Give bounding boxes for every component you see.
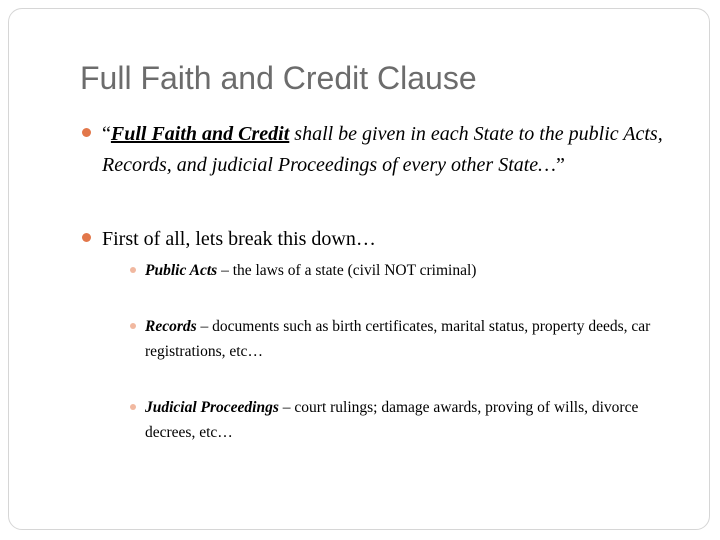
bullet-quote-text [102, 119, 688, 181]
sub-item-public-acts [130, 258, 690, 283]
quote-term: Full Faith and Credit [110, 123, 290, 145]
sub-item-term: Public Acts [145, 262, 218, 279]
sub-item-records [130, 314, 690, 364]
sub-bullet-marker-icon [130, 323, 136, 329]
open-quote: “ [102, 123, 111, 145]
sub-item-definition: – documents such as birth certificates, marital status, property deeds, car registrations, etc… [145, 318, 651, 360]
slide-title: Full Faith and Credit Clause [80, 60, 477, 96]
sub-item-term: Records [145, 318, 197, 335]
sub-bullet-marker-icon [130, 404, 136, 410]
sub-item-judicial-proceedings [130, 395, 690, 445]
bullet-marker-icon [82, 128, 91, 137]
sub-item-definition: – the laws of a state (civil NOT criminal) [217, 262, 477, 279]
close-quote: ” [555, 154, 565, 176]
bullet-quote [82, 119, 688, 181]
bullet-breakdown [82, 224, 688, 255]
sub-item-term: Judicial Proceedings [145, 399, 279, 416]
quote-body: shall be given in each State to the public Acts, Records, and judicial Proceedings of every other State… [102, 123, 663, 176]
sub-bullet-marker-icon [130, 267, 136, 273]
bullet-breakdown-text: First of all, lets break this down… [102, 228, 376, 250]
sub-item-definition: – court rulings; damage awards, proving of wills, divorce decrees, etc… [145, 399, 639, 441]
bullet-marker-icon [82, 233, 91, 242]
